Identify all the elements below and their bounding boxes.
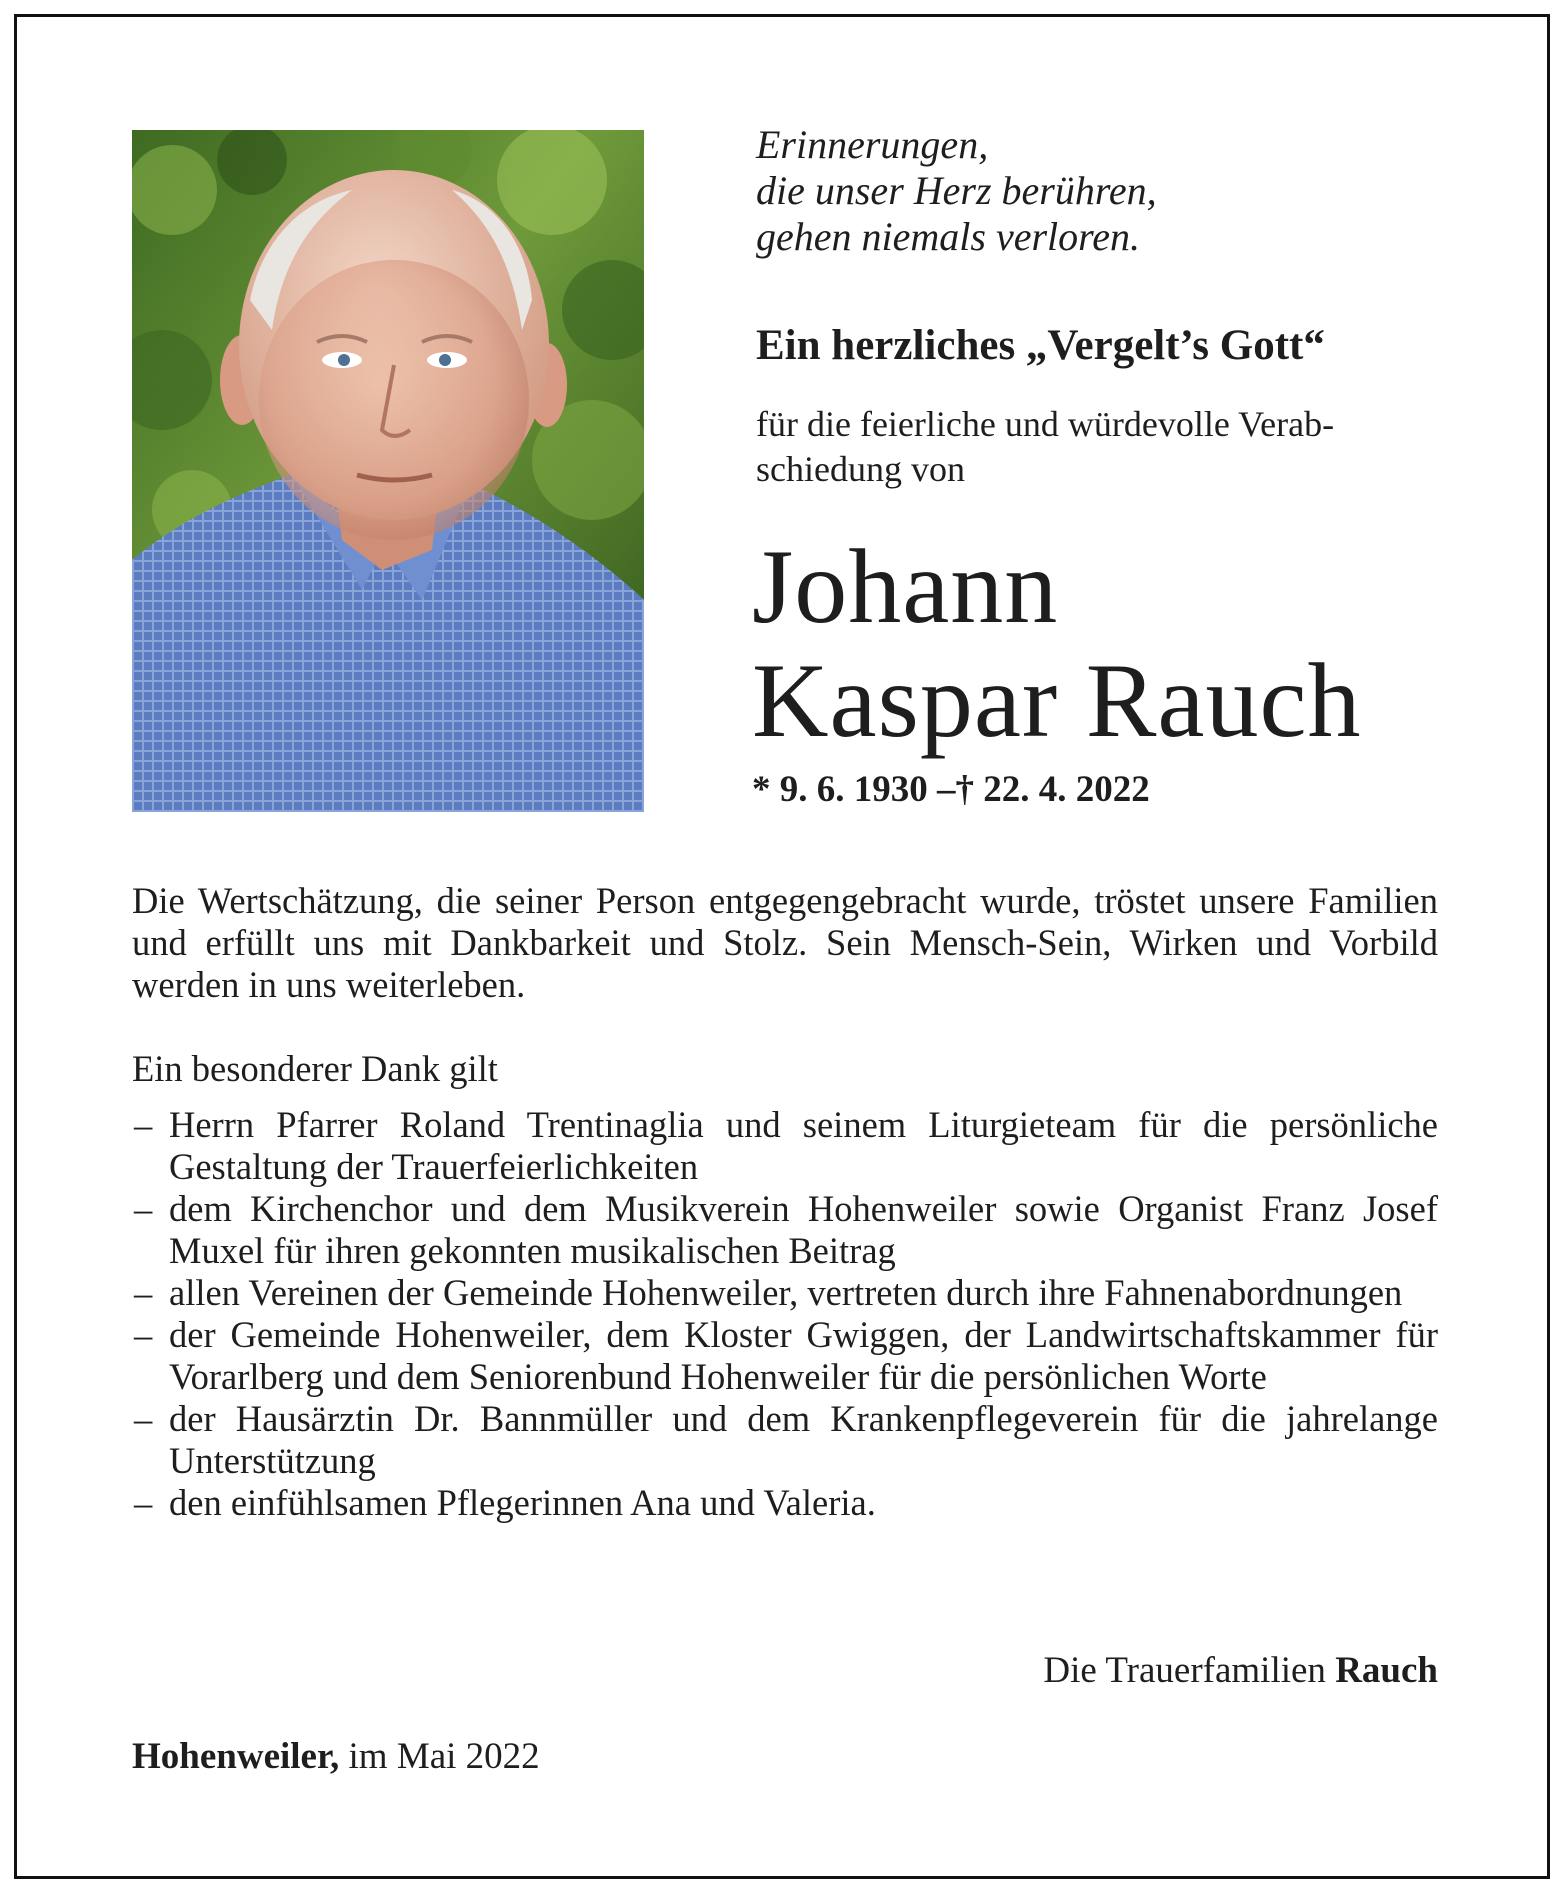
thanks-item-text: der Hausärztin Dr. Bannmüller und dem Krankenpflegeverein für die jahrelange Unterstützung xyxy=(169,1398,1438,1481)
thanks-item-text: der Gemeinde Hohenweiler, dem Kloster Gwiggen, der Landwirtschaftskammer für Vorarlberg und dem Seniorenbund Hohenweiler für die persönlichen Worte xyxy=(169,1314,1438,1397)
portrait-photo xyxy=(132,130,644,812)
dash-bullet: – xyxy=(134,1104,153,1145)
thanks-item-text: allen Vereinen der Gemeinde Hohenweiler, vertreten durch ihre Fahnenabordnungen xyxy=(169,1272,1403,1313)
deceased-name xyxy=(752,530,1362,758)
thanks-item-text: dem Kirchenchor und dem Musikverein Hohenweiler sowie Organist Franz Josef Muxel für ihren gekonnten musikalischen Beitrag xyxy=(169,1188,1438,1271)
dash-bullet: – xyxy=(134,1482,153,1523)
thanks-item xyxy=(132,1272,1438,1314)
special-thanks-list xyxy=(132,1104,1438,1524)
signature-family-name: Rauch xyxy=(1335,1650,1438,1691)
tribute-paragraph: Die Wertschätzung, die seiner Person entgegengebracht wurde, tröstet unsere Familien und erfüllt uns mit Dankbarkeit und Stolz. Sein Mensch-Sein, Wirken und Vorbild werden in uns weiterleben. xyxy=(132,880,1438,1005)
dash-bullet: – xyxy=(134,1188,153,1229)
dash-bullet: – xyxy=(134,1398,153,1439)
farewell-line: schiedung von xyxy=(756,449,965,489)
poem-line: Erinnerungen, xyxy=(756,122,989,167)
date: im Mai 2022 xyxy=(348,1736,540,1777)
thanks-item-text: Herrn Pfarrer Roland Trentinaglia und seinem Liturgieteam für die persönliche Gestaltung der Trauerfeierlichkeiten xyxy=(169,1104,1438,1187)
memorial-poem xyxy=(756,122,1456,260)
poem-line: gehen niemals verloren. xyxy=(756,214,1140,259)
family-signature xyxy=(1043,1648,1438,1694)
farewell-text xyxy=(756,402,1456,492)
thanks-item xyxy=(132,1314,1438,1398)
signature-prefix: Die Trauerfamilien xyxy=(1043,1650,1326,1691)
dash-bullet: – xyxy=(134,1314,153,1355)
thanks-item xyxy=(132,1104,1438,1188)
life-dates: * 9. 6. 1930 –† 22. 4. 2022 xyxy=(752,769,1150,810)
special-thanks-intro: Ein besonderer Dank gilt xyxy=(132,1048,498,1089)
thanks-item xyxy=(132,1188,1438,1272)
place-and-date xyxy=(132,1734,540,1780)
poem-line: die unser Herz berühren, xyxy=(756,168,1157,213)
dash-bullet: – xyxy=(134,1272,153,1313)
deceased-first-name: Johann xyxy=(752,528,1059,645)
thanks-item xyxy=(132,1482,1438,1524)
farewell-line: für die feierliche und würdevolle Verab- xyxy=(756,404,1335,444)
place: Hohenweiler, xyxy=(132,1736,340,1777)
deceased-rest-name: Kaspar Rauch xyxy=(752,642,1362,759)
thanks-heading: Ein herzliches „Vergelt’s Gott“ xyxy=(756,322,1325,369)
thanks-item xyxy=(132,1398,1438,1482)
portrait-illustration xyxy=(132,130,644,812)
thanks-item-text: den einfühlsamen Pflegerinnen Ana und Valeria. xyxy=(169,1482,876,1523)
